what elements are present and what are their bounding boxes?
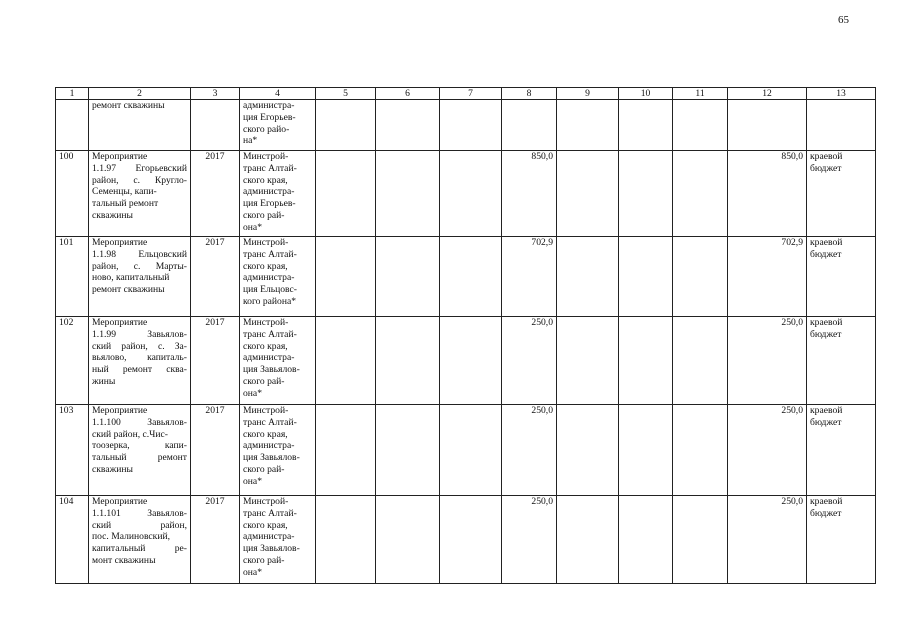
cell-line: Семенцы, капи- (92, 186, 157, 198)
cell-line: администра- (243, 531, 295, 543)
page-number: 65 (838, 14, 849, 26)
cell-line: ского рай- (243, 375, 285, 387)
column-11-cell (673, 151, 728, 237)
cell-line: бюджет (810, 162, 842, 174)
column-5-cell (316, 405, 376, 496)
column-7-cell (440, 100, 502, 151)
year-cell: 2017 (191, 317, 240, 405)
executor-cell (240, 405, 316, 496)
event-name-cell (89, 317, 191, 405)
cell-line: Минстрой- (243, 317, 289, 328)
column-11-cell (673, 317, 728, 405)
cell-line: краевой (810, 405, 843, 416)
executor-cell (240, 100, 316, 151)
cell-line: ский район, (92, 519, 187, 531)
funding-source-cell (807, 100, 876, 151)
cell-line: ция Завьялов- (243, 543, 300, 555)
table-row (56, 237, 876, 317)
column-9-cell (557, 496, 619, 584)
column-9-cell (557, 237, 619, 317)
row-number-cell: 104 (56, 496, 89, 584)
column-10-cell (619, 151, 673, 237)
funding-source-cell (807, 317, 876, 405)
executor-cell (240, 496, 316, 584)
cell-line: Мероприятие (92, 151, 148, 162)
cell-line: ского края, (243, 428, 288, 440)
cell-line: администра- (243, 272, 295, 284)
column-header-12: 12 (728, 88, 807, 100)
column-9-cell (557, 317, 619, 405)
year-cell: 2017 (191, 151, 240, 237)
cell-line: краевой (810, 317, 843, 328)
total-sum-cell: 250,0 (502, 496, 557, 584)
cell-line: 1.1.97 Егорьевский (92, 162, 187, 174)
cell-line: бюджет (810, 416, 842, 428)
cell-line: ского края, (243, 519, 288, 531)
cell-line: на* (243, 135, 258, 147)
column-header-5: 5 (316, 88, 376, 100)
column-10-cell (619, 496, 673, 584)
cell-line: район, с. Кругло- (92, 174, 187, 186)
column-5-cell (316, 317, 376, 405)
total-sum-cell: 702,9 (502, 237, 557, 317)
executor-cell (240, 317, 316, 405)
column-6-cell (376, 405, 440, 496)
funding-source-cell (807, 496, 876, 584)
cell-line: Мероприятие (92, 405, 148, 416)
cell-line: ция Завьялов- (243, 452, 300, 464)
cell-line: монт скважины (92, 554, 156, 566)
cell-line: тоозерка, капи- (92, 440, 187, 452)
cell-line: администра- (243, 100, 295, 111)
year-cell: 2017 (191, 496, 240, 584)
cell-line: жины (92, 375, 116, 387)
total-sum-cell: 250,0 (502, 405, 557, 496)
cell-line: ция Егорьев- (243, 198, 296, 210)
cell-line: 1.1.99 Завьялов- (92, 328, 187, 340)
header-row (56, 88, 876, 100)
cell-line: ский район, с.Чис- (92, 428, 168, 440)
column-11-cell (673, 237, 728, 317)
cell-line: ского рай- (243, 209, 285, 221)
cell-line: транс Алтай- (243, 416, 297, 428)
column-10-cell (619, 317, 673, 405)
column-header-13: 13 (807, 88, 876, 100)
cell-line: бюджет (810, 248, 842, 260)
cell-line: капитальный ре- (92, 543, 187, 555)
column-5-cell (316, 496, 376, 584)
cell-line: ского края, (243, 340, 288, 352)
cell-line: транс Алтай- (243, 507, 297, 519)
event-name-cell (89, 496, 191, 584)
cell-line: пос. Малиновский, (92, 531, 171, 543)
column-11-cell (673, 405, 728, 496)
table-row (56, 405, 876, 496)
cell-line: транс Алтай- (243, 162, 297, 174)
cell-line: 1.1.101 Завьялов- (92, 507, 187, 519)
cell-line: Минстрой- (243, 151, 289, 162)
cell-line: краевой (810, 237, 843, 248)
column-7-cell (440, 151, 502, 237)
cell-line: ный ремонт сква- (92, 364, 187, 376)
column-6-cell (376, 496, 440, 584)
event-name-cell (89, 151, 191, 237)
column-5-cell (316, 151, 376, 237)
cell-line: ремонт скважины (92, 100, 165, 111)
cell-line: краевой (810, 496, 843, 507)
cell-line: ция Завьялов- (243, 364, 300, 376)
table-body (56, 100, 876, 584)
column-9-cell (557, 405, 619, 496)
table-row (56, 496, 876, 584)
total-sum-cell (502, 100, 557, 151)
row-number-cell: 100 (56, 151, 89, 237)
cell-line: район, с. Марты- (92, 260, 187, 272)
cell-line: скважины (92, 463, 133, 475)
cell-line: бюджет (810, 507, 842, 519)
cell-line: ция Ельцовс- (243, 284, 297, 296)
event-name-cell (89, 100, 191, 151)
column-header-6: 6 (376, 88, 440, 100)
cell-line: Минстрой- (243, 496, 289, 507)
cell-line: ского рай- (243, 554, 285, 566)
cell-line: Мероприятие (92, 496, 148, 507)
column-header-11: 11 (673, 88, 728, 100)
cell-line: ский район, с. За- (92, 340, 187, 352)
column-6-cell (376, 317, 440, 405)
column-5-cell (316, 237, 376, 317)
column-6-cell (376, 100, 440, 151)
year-cell: 2017 (191, 405, 240, 496)
column-7-cell (440, 317, 502, 405)
cell-line: транс Алтай- (243, 248, 297, 260)
event-name-cell (89, 237, 191, 317)
cell-line: ция Егорьев- (243, 111, 296, 123)
column-10-cell (619, 405, 673, 496)
year-cell: 2017 (191, 237, 240, 317)
row-number-cell: 101 (56, 237, 89, 317)
event-name-cell (89, 405, 191, 496)
regional-sum-cell: 250,0 (728, 405, 807, 496)
column-11-cell (673, 100, 728, 151)
funding-source-cell (807, 237, 876, 317)
cell-line: ново, капитальный (92, 272, 170, 284)
cell-line: Минстрой- (243, 237, 289, 248)
row-number-cell: 102 (56, 317, 89, 405)
cell-line: ского райо- (243, 123, 290, 135)
column-11-cell (673, 496, 728, 584)
cell-line: тальный ремонт (92, 198, 159, 210)
cell-line: 1.1.98 Ельцовский (92, 248, 187, 260)
table-row (56, 151, 876, 237)
column-header-3: 3 (191, 88, 240, 100)
regional-sum-cell: 250,0 (728, 496, 807, 584)
total-sum-cell: 250,0 (502, 317, 557, 405)
column-10-cell (619, 237, 673, 317)
executor-cell (240, 237, 316, 317)
budget-table (55, 87, 876, 584)
column-header-10: 10 (619, 88, 673, 100)
column-7-cell (440, 496, 502, 584)
cell-line: ского края, (243, 174, 288, 186)
column-5-cell (316, 100, 376, 151)
column-7-cell (440, 405, 502, 496)
column-header-7: 7 (440, 88, 502, 100)
regional-sum-cell: 250,0 (728, 317, 807, 405)
funding-source-cell (807, 405, 876, 496)
cell-line: транс Алтай- (243, 328, 297, 340)
column-6-cell (376, 151, 440, 237)
column-header-9: 9 (557, 88, 619, 100)
column-10-cell (619, 100, 673, 151)
table-row (56, 317, 876, 405)
cell-line: ского рай- (243, 463, 285, 475)
cell-line: она* (243, 221, 262, 233)
table-row (56, 100, 876, 151)
executor-cell (240, 151, 316, 237)
column-header-1: 1 (56, 88, 89, 100)
cell-line: она* (243, 387, 262, 399)
cell-line: Мероприятие (92, 317, 148, 328)
cell-line: она* (243, 566, 262, 578)
column-header-4: 4 (240, 88, 316, 100)
cell-line: администра- (243, 352, 295, 364)
cell-line: Мероприятие (92, 237, 148, 248)
cell-line: Минстрой- (243, 405, 289, 416)
column-9-cell (557, 151, 619, 237)
cell-line: скважины (92, 209, 133, 221)
row-number-cell (56, 100, 89, 151)
cell-line: администра- (243, 186, 295, 198)
cell-line: администра- (243, 440, 295, 452)
funding-source-cell (807, 151, 876, 237)
cell-line: вьялово, капиталь- (92, 352, 187, 364)
cell-line: ского края, (243, 260, 288, 272)
column-7-cell (440, 237, 502, 317)
regional-sum-cell: 850,0 (728, 151, 807, 237)
column-9-cell (557, 100, 619, 151)
row-number-cell: 103 (56, 405, 89, 496)
cell-line: краевой (810, 151, 843, 162)
cell-line: тальный ремонт (92, 452, 187, 464)
cell-line: бюджет (810, 328, 842, 340)
cell-line: кого района* (243, 295, 297, 307)
regional-sum-cell (728, 100, 807, 151)
column-header-2: 2 (89, 88, 191, 100)
total-sum-cell: 850,0 (502, 151, 557, 237)
cell-line: 1.1.100 Завьялов- (92, 416, 187, 428)
year-cell (191, 100, 240, 151)
column-header-8: 8 (502, 88, 557, 100)
regional-sum-cell: 702,9 (728, 237, 807, 317)
column-6-cell (376, 237, 440, 317)
cell-line: ремонт скважины (92, 284, 165, 296)
cell-line: она* (243, 475, 262, 487)
